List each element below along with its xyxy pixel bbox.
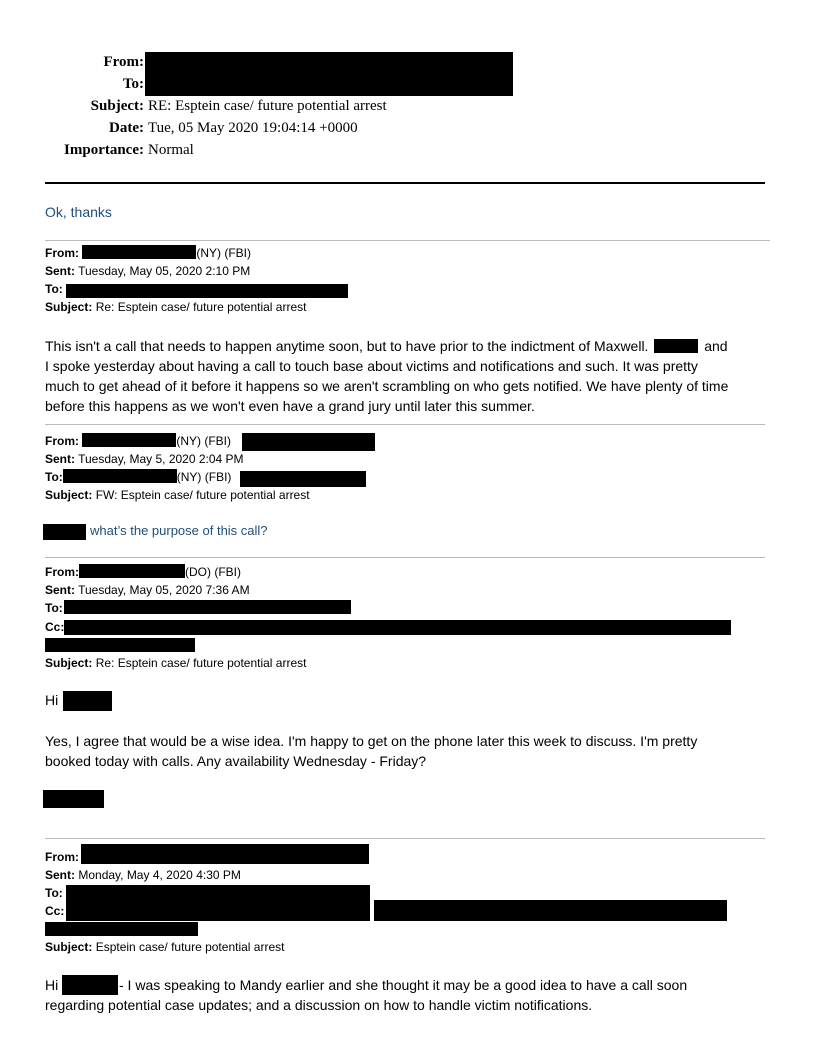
divider-2 <box>45 424 765 425</box>
msg3-subject-value: Re: Esptein case/ future potential arrest <box>95 656 307 670</box>
msg2-subject-value: FW: Esptein case/ future potential arrest <box>95 488 310 502</box>
msg4-sent-value: Monday, May 4, 2020 4:30 PM <box>78 868 241 882</box>
msg3-from-line <box>45 563 241 581</box>
msg4-to-label: To: <box>45 886 63 900</box>
msg4-cc-line <box>45 902 64 920</box>
msg1-sent-value: Tuesday, May 05, 2020 2:10 PM <box>78 264 251 278</box>
redaction-top-from <box>145 52 513 74</box>
msg3-subject-label: Subject: <box>45 656 93 670</box>
redaction-msg4-cc-2 <box>45 922 198 936</box>
top-to-label: To: <box>122 76 144 92</box>
msg4-greeting: Hi <box>45 977 59 993</box>
redaction-msg3-greeting <box>63 691 112 711</box>
msg2-body: what’s the purpose of this call? <box>90 523 268 538</box>
top-subject-label: Subject: <box>90 98 144 114</box>
msg4-subject-line <box>45 938 284 956</box>
redaction-msg3-signature <box>43 790 104 808</box>
msg4-sent-line <box>45 866 241 884</box>
msg4-from-line <box>45 848 79 866</box>
msg1-subject-value: Re: Esptein case/ future potential arrest <box>95 300 307 314</box>
msg4-subject-value: Esptein case/ future potential arrest <box>95 940 285 954</box>
redaction-msg4-greeting <box>62 975 118 995</box>
divider-3 <box>45 557 765 558</box>
msg1-sent-line <box>45 262 250 280</box>
msg1-body-line-2: I spoke yesterday about having a call to touch base about victims and notifications and such. It was pretty <box>45 358 698 374</box>
msg1-subject-line <box>45 298 306 316</box>
msg1-body-line-3: much to get ahead of it before it happens so we aren't scrambling on who gets notified. We have plenty of time <box>45 378 729 394</box>
top-date-value: Tue, 05 May 2020 19:04:14 +0000 <box>148 120 358 136</box>
msg3-from-label: From: <box>45 565 79 579</box>
msg1-sent-label: Sent: <box>45 264 75 278</box>
msg1-body-line-4: before this happens as we won't even have a grand jury until later this summer. <box>45 398 535 414</box>
msg2-from-line <box>45 432 231 450</box>
msg3-sent-label: Sent: <box>45 583 75 597</box>
redaction-msg2-to <box>63 469 177 483</box>
redaction-msg4-to <box>66 885 370 921</box>
header-divider <box>45 182 765 184</box>
msg3-subject-line <box>45 654 306 672</box>
redaction-msg1-body <box>654 339 698 353</box>
redaction-msg3-to <box>64 600 351 614</box>
msg4-to-line <box>45 884 63 902</box>
msg4-from-label: From: <box>45 850 79 864</box>
msg2-sent-label: Sent: <box>45 452 75 466</box>
msg2-to-label: To: <box>45 470 63 484</box>
redaction-msg3-cc-2 <box>45 638 195 652</box>
redaction-msg4-from <box>81 844 369 864</box>
redaction-msg1-from <box>82 245 196 259</box>
redaction-msg4-cc-1 <box>374 900 727 921</box>
msg3-sent-value: Tuesday, May 05, 2020 7:36 AM <box>78 583 250 597</box>
redaction-msg3-cc-1 <box>64 620 731 635</box>
msg3-cc-label: Cc: <box>45 620 65 634</box>
msg1-from-label: From: <box>45 246 79 260</box>
redaction-msg2-from <box>82 433 176 447</box>
msg1-to-line <box>45 280 63 298</box>
msg2-from-suffix: (NY) (FBI) <box>176 434 231 448</box>
top-importance-value: Normal <box>148 142 194 158</box>
msg4-body-line-1: - I was speaking to Mandy earlier and she thought it may be a good idea to have a call soon <box>119 977 688 993</box>
redaction-msg2-from-email <box>242 433 375 451</box>
msg2-sent-value: Tuesday, May 5, 2020 2:04 PM <box>78 452 244 466</box>
msg2-subject-label: Subject: <box>45 488 93 502</box>
msg3-greeting: Hi <box>45 692 59 708</box>
top-from-label: From: <box>103 54 144 70</box>
msg4-cc-label: Cc: <box>45 904 65 918</box>
reply-text: Ok, thanks <box>45 204 112 220</box>
msg2-from-label: From: <box>45 434 79 448</box>
msg1-subject-label: Subject: <box>45 300 93 314</box>
msg3-to-line <box>45 599 63 617</box>
msg1-to-label: To: <box>45 282 63 296</box>
divider-4 <box>45 838 765 839</box>
msg4-subject-label: Subject: <box>45 940 93 954</box>
msg4-body-line-2: regarding potential case updates; and a discussion on how to handle victim notifications. <box>45 997 593 1013</box>
msg1-from-line <box>45 244 251 262</box>
msg3-body-line-2: booked today with calls. Any availability Wednesday - Friday? <box>45 753 427 769</box>
redaction-msg1-to <box>66 284 348 298</box>
msg1-from-suffix: (NY) (FBI) <box>196 246 251 260</box>
top-importance-label: Importance: <box>64 142 144 158</box>
msg1-body-line-1b: and <box>704 338 728 354</box>
top-date-label: Date: <box>109 120 144 136</box>
redaction-msg3-from <box>79 564 185 578</box>
redaction-msg2-body <box>43 524 86 540</box>
divider-1 <box>45 240 770 241</box>
msg3-from-suffix: (DO) (FBI) <box>185 565 241 579</box>
msg3-cc-line <box>45 618 64 636</box>
msg2-subject-line <box>45 486 310 504</box>
msg2-sent-line <box>45 450 244 468</box>
top-subject-value: RE: Esptein case/ future potential arrest <box>148 98 387 114</box>
msg3-sent-line <box>45 581 250 599</box>
redaction-top-to <box>145 74 513 96</box>
msg4-sent-label: Sent: <box>45 868 75 882</box>
redaction-msg2-to-email <box>240 471 366 487</box>
msg3-to-label: To: <box>45 601 63 615</box>
msg1-body-line-1 <box>45 336 728 356</box>
msg2-to-suffix: (NY) (FBI) <box>176 470 232 484</box>
msg1-body-line-1a: This isn't a call that needs to happen anytime soon, but to have prior to the indictment of Maxwell. <box>45 338 649 354</box>
msg2-to-line <box>45 468 231 486</box>
msg3-body-line-1: Yes, I agree that would be a wise idea. I'm happy to get on the phone later this week to discuss. I'm pretty <box>45 733 698 749</box>
